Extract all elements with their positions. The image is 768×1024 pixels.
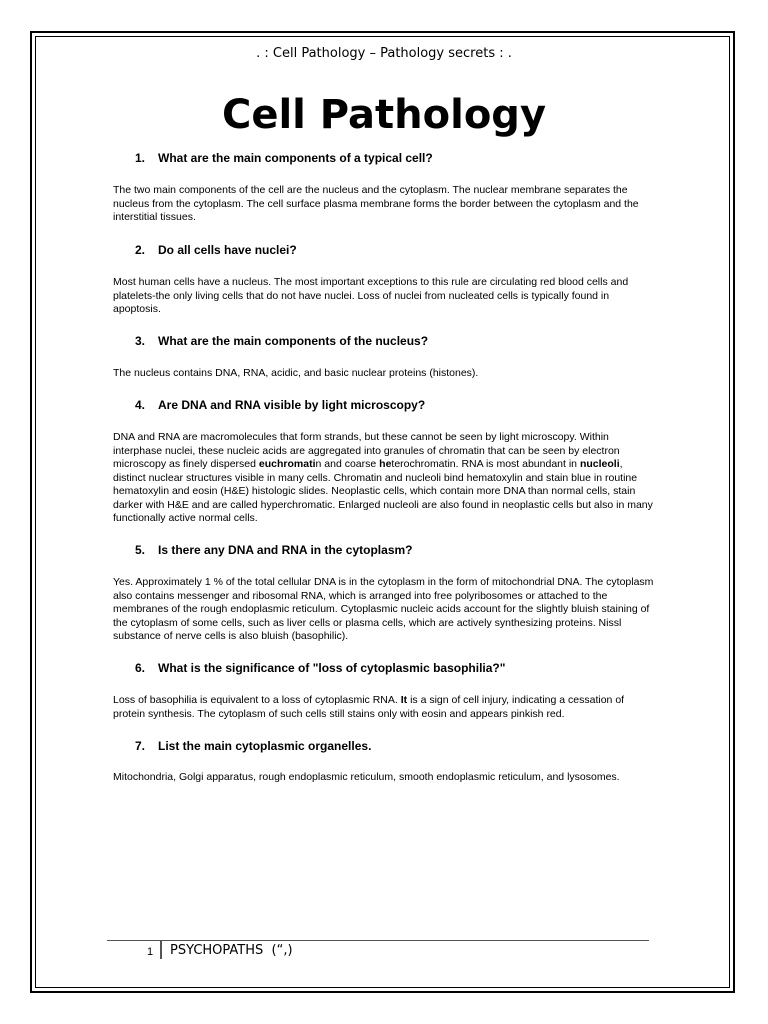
question-number: 3. — [135, 334, 146, 348]
question-text: What is the significance of "loss of cytoplasmic basophilia?" — [158, 661, 506, 675]
question-text: Is there any DNA and RNA in the cytoplasm? — [158, 543, 413, 557]
question-number: 2. — [135, 243, 146, 257]
answer-2 — [113, 276, 658, 317]
question-number: 1. — [135, 151, 146, 165]
answer-text-run: DNA and RNA are macromolecules that form strands, but these cannot be seen by light microscopy. Within interphase nuclei, these nucleic acids are aggregated into granules of chromatin that can be seen by electron microscopy as finely dispersed — [113, 431, 620, 470]
answer-text-run: Loss of basophilia is equivalent to a loss of cytoplasmic RNA. — [113, 694, 401, 706]
answer-5 — [113, 576, 658, 644]
answer-6 — [113, 694, 658, 721]
answer-text-run: n and coarse — [315, 458, 380, 470]
answer-3 — [113, 367, 658, 381]
answer-text-run: terochromatin. RNA is most abundant in — [391, 458, 580, 470]
answer-bold-run: he — [379, 458, 392, 470]
answer-text-run: Most human cells have a nucleus. The most important exceptions to this rule are circulating red blood cells and platelets-the only living cells that do not have nuclei. Loss of nuclei from nucleated cells is typically found in apoptosis. — [113, 276, 629, 315]
question-text: What are the main components of a typical cell? — [158, 151, 433, 165]
answer-1 — [113, 184, 658, 225]
answer-4 — [113, 431, 658, 526]
question-number: 7. — [135, 739, 146, 753]
question-number: 5. — [135, 543, 146, 557]
question-number: 6. — [135, 661, 146, 675]
answer-text-run: Yes. Approximately 1 % of the total cellular DNA is in the cytoplasm in the form of mitochondrial DNA. The cytoplasm also contains messenger and ribosomal RNA, which is arranged into free polyribosomes or attached to the membranes of the rough endoplasmic reticulum. Cytoplasmic nucleic acids account for the slightly bluish staining of the cytoplasm of some cells, such as liver cells or plasma cells, which are actively synthesizing proteins. Nissl substance of nerve cells is also bluish (basophilic). — [113, 576, 654, 642]
question-number: 4. — [135, 398, 146, 412]
footer-text: PSYCHOPATHS (“,) — [170, 943, 293, 958]
answer-text-run: Mitochondria, Golgi apparatus, rough endoplasmic reticulum, smooth endoplasmic reticulum, and lysosomes. — [113, 771, 620, 783]
answer-bold-run: nucleoli — [579, 458, 620, 470]
answer-text-run: is a sign of cell injury, indicating a cessation of protein synthesis. The cytoplasm of such cells still stains only with eosin and appears pinkish red. — [113, 694, 625, 720]
running-header: . : Cell Pathology – Pathology secrets : . — [256, 46, 512, 61]
answer-7 — [113, 771, 658, 785]
question-text: Do all cells have nuclei? — [158, 243, 297, 257]
answer-bold-run: It — [400, 694, 408, 706]
footer-page-number: 1 — [147, 946, 154, 958]
question-text: Are DNA and RNA visible by light microscopy? — [158, 398, 426, 412]
answer-text-run: The nucleus contains DNA, RNA, acidic, and basic nuclear proteins (histones). — [113, 367, 479, 379]
question-text: List the main cytoplasmic organelles. — [158, 739, 372, 753]
document-title: Cell Pathology — [221, 92, 547, 138]
answer-bold-run: euchromati — [258, 458, 316, 470]
footer-rule — [107, 940, 649, 941]
footer-separator — [160, 941, 162, 959]
answer-text-run: The two main components of the cell are the nucleus and the cytoplasm. The nuclear membrane separates the nucleus from the cytoplasm. The cell surface plasma membrane forms the border between the cytoplasm and the interstitial tissues. — [113, 184, 639, 223]
question-text: What are the main components of the nucleus? — [158, 334, 429, 348]
answer-text-run: , distinct nuclear structures visible in many cells. Chromatin and nucleoli bind hematoxylin and stain blue in routine hematoxylin and eosin (H&E) histologic slides. Neoplastic cells, which contain more DNA than normal cells, stain darker with H&E and are called hyperchromatic. Enlarged nucleoli are also found in neoplastic cells but also in many functionally active normal cells. — [113, 458, 653, 524]
